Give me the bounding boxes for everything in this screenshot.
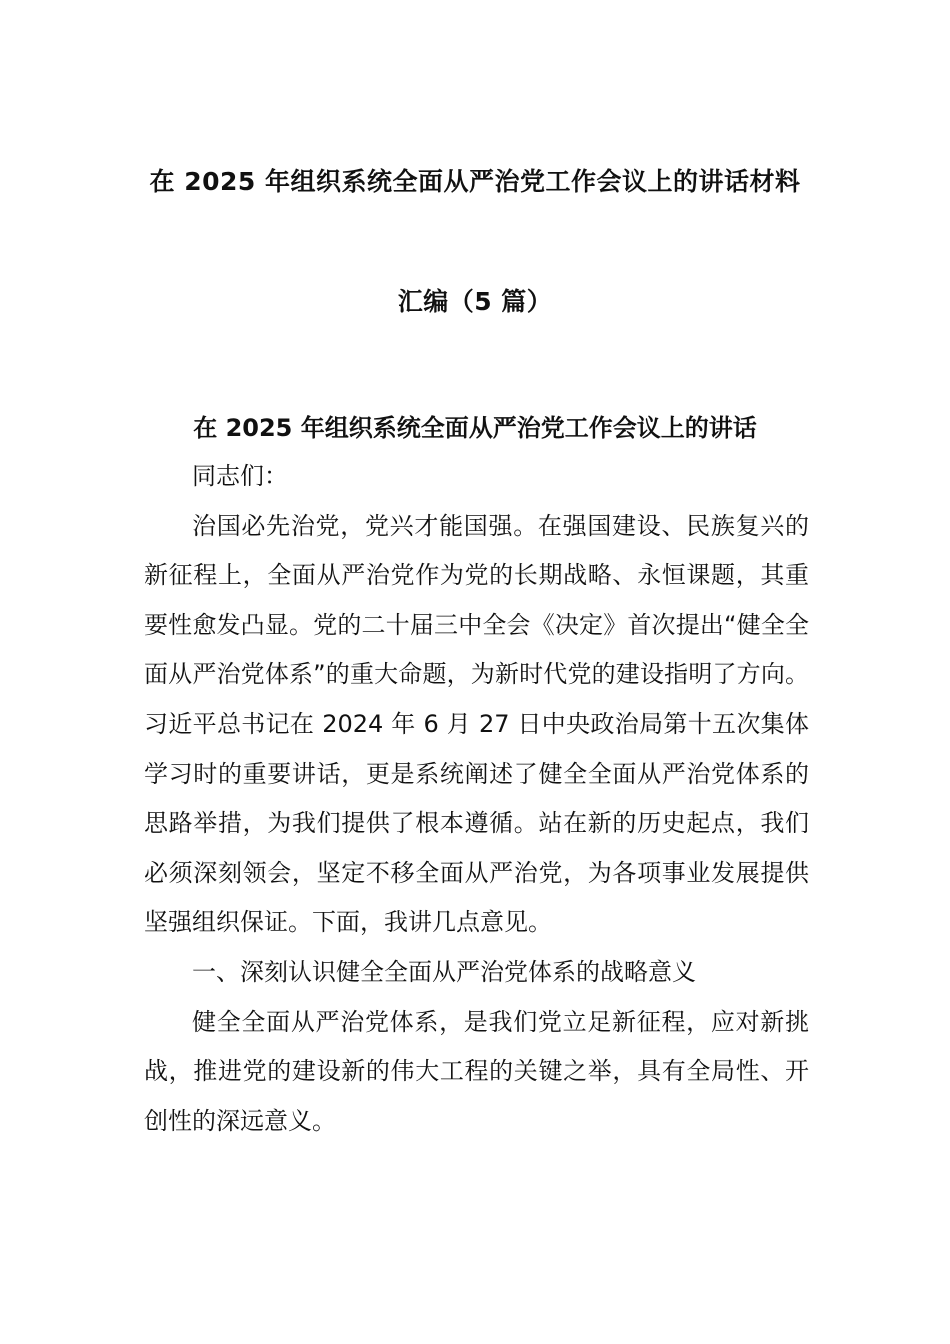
section-heading: 一、深刻认识健全全面从严治党体系的战略意义 (192, 957, 696, 986)
document-title-line-1: 在 2025 年组织系统全面从严治党工作会议上的讲话材料 (149, 167, 801, 196)
salutation-paragraph: 同志们： (192, 462, 288, 490)
section-paragraph: 健全全面从严治党体系，是我们党立足新征程，应对新挑战，推进党的建设新的伟大工程的关键之举，具有全局性、开创性的深远意义。 (144, 1007, 809, 1135)
speech-title: 在 2025 年组织系统全面从严治党工作会议上的讲话 (193, 414, 757, 442)
document-body (144, 452, 809, 1146)
document-title-line-2: 汇编（5 篇） (397, 287, 553, 316)
intro-paragraph: 治国必先治党，党兴才能国强。在强国建设、民族复兴的新征程上，全面从严治党作为党的长期战略、永恒课题，其重要性愈发凸显。党的二十届三中全会《决定》首次提出“健全全面从严治党体系”的重大命题，为新时代党的建设指明了方向。习近平总书记在 2024 年 6 月 27 日中央政治局第十五次集体学习时的重要讲话，更是系统阐述了健全全面从严治党体系的思路举措，为我们提供了根本遵循。站在新的历史起点，我们必须深刻领会，坚定不移全面从严治党，为各项事业发展提供坚强组织保证。下面，我讲几点意见。 (144, 511, 809, 937)
